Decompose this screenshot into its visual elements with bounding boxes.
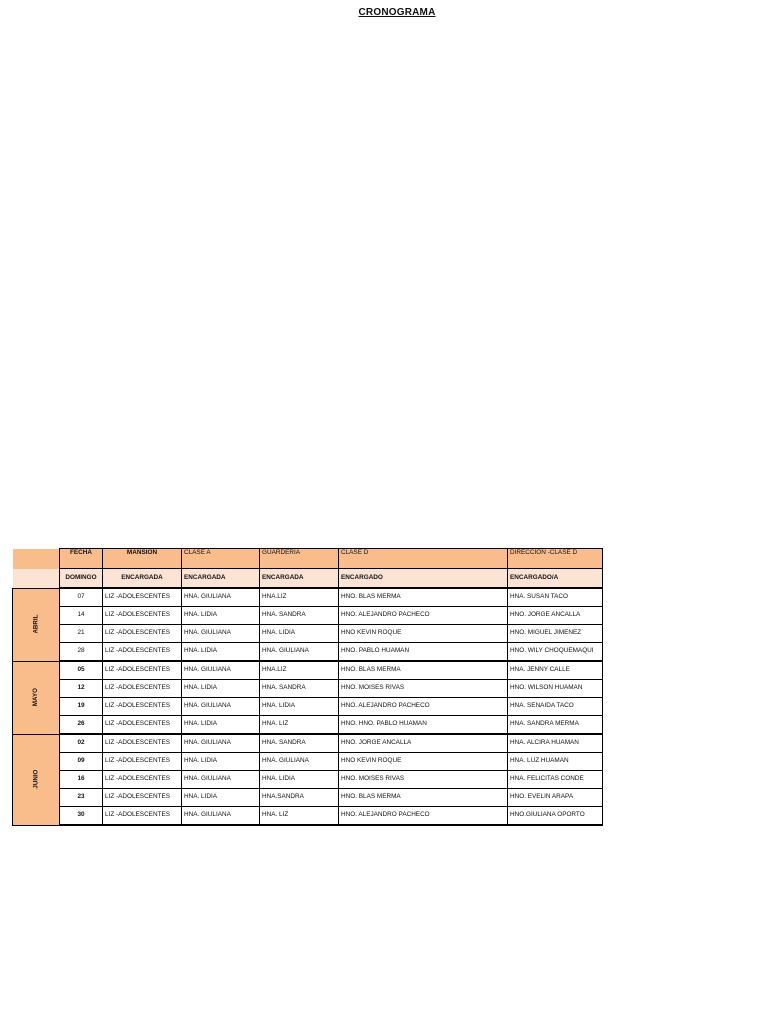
cell-clase-a: HNA. GIULIANA — [182, 698, 260, 716]
cell-direccion: HNA. LUZ HUAMAN — [508, 753, 603, 771]
cell-clase-a: HNA. LIDIA — [182, 789, 260, 807]
table-row — [13, 607, 603, 625]
cell-clase-d: HNO. JORGE ANCALLA — [339, 734, 508, 753]
cell-guarderia: HNA. LIDIA — [260, 625, 339, 643]
month-label-cell — [13, 734, 60, 825]
cell-direccion: HNO. WILSON HUAMAN — [508, 680, 603, 698]
month-label-cell — [13, 661, 60, 734]
cell-mansion: LIZ -ADOLESCENTES — [103, 753, 182, 771]
cell-mansion: LIZ -ADOLESCENTES — [103, 807, 182, 826]
table-row — [13, 716, 603, 735]
cell-mansion: LIZ -ADOLESCENTES — [103, 661, 182, 680]
cell-clase-d: HNO. ALEJANDRO PACHECO — [339, 607, 508, 625]
cell-date: 23 — [60, 789, 103, 807]
cell-mansion: LIZ -ADOLESCENTES — [103, 607, 182, 625]
table-row — [13, 734, 603, 753]
header-encargada-guarderia: ENCARGADA — [260, 569, 339, 589]
cell-clase-a: HNA. GIULIANA — [182, 807, 260, 826]
cell-clase-d: HNO. MOISES RIVAS — [339, 771, 508, 789]
cell-clase-d: HNO. ALEJANDRO PACHECO — [339, 807, 508, 826]
cell-guarderia: HNA. SANDRA — [260, 680, 339, 698]
cell-clase-a: HNA. GIULIANA — [182, 661, 260, 680]
header-encargado-direccion: ENCARGADO/A — [508, 569, 603, 589]
cell-direccion: HNO.GIULIANA OPORTO — [508, 807, 603, 826]
cell-clase-d: HNO KEVIN ROQUE — [339, 753, 508, 771]
cell-mansion: LIZ -ADOLESCENTES — [103, 625, 182, 643]
cell-clase-a: HNA. GIULIANA — [182, 588, 260, 607]
cell-direccion: HNA. SUSAN TACO — [508, 588, 603, 607]
cell-mansion: LIZ -ADOLESCENTES — [103, 643, 182, 662]
cell-mansion: LIZ -ADOLESCENTES — [103, 680, 182, 698]
month-label: ABRIL — [31, 614, 39, 634]
cell-mansion: LIZ -ADOLESCENTES — [103, 716, 182, 735]
cell-guarderia: HNA. LIZ — [260, 716, 339, 735]
cell-mansion: LIZ -ADOLESCENTES — [103, 771, 182, 789]
cell-guarderia: HNA. SANDRA — [260, 734, 339, 753]
cell-mansion: LIZ -ADOLESCENTES — [103, 734, 182, 753]
month-label-cell — [13, 588, 60, 661]
table-row — [13, 680, 603, 698]
cell-guarderia: HNA. GIULIANA — [260, 643, 339, 662]
header-guarderia: GUARDERIA — [260, 549, 339, 569]
cell-direccion: HNO. WILY CHOQUEMAQUI — [508, 643, 603, 662]
cell-date: 14 — [60, 607, 103, 625]
cell-clase-d: HNO. PABLO HUAMAN — [339, 643, 508, 662]
cell-date: 19 — [60, 698, 103, 716]
cell-clase-a: HNA. LIDIA — [182, 753, 260, 771]
month-label: MAYO — [31, 688, 39, 707]
cell-direccion: HNO. MIGUEL JIMENEZ — [508, 625, 603, 643]
cell-clase-a: HNA. GIULIANA — [182, 734, 260, 753]
cell-guarderia: HNA.LIZ — [260, 588, 339, 607]
cell-clase-a: HNA. GIULIANA — [182, 771, 260, 789]
table-row — [13, 643, 603, 662]
header-mansion: MANSION — [103, 549, 182, 569]
cell-date: 05 — [60, 661, 103, 680]
cell-date: 09 — [60, 753, 103, 771]
cell-date: 12 — [60, 680, 103, 698]
schedule-table — [12, 548, 603, 826]
header-clase-a: CLASE A — [182, 549, 260, 569]
cell-guarderia: HNA. LIDIA — [260, 698, 339, 716]
cell-clase-d: HNO. BLAS MERMA — [339, 588, 508, 607]
header-encargado-clase-d: ENCARGADO — [339, 569, 508, 589]
header-direccion: DIRECCION -CLASE D — [508, 549, 603, 569]
cell-direccion: HNA. FELICITAS CONDE — [508, 771, 603, 789]
cell-direccion: HNA. SANDRA MERMA — [508, 716, 603, 735]
table-row — [13, 789, 603, 807]
corner-blank — [13, 569, 60, 589]
cell-direccion: HNO. EVELIN ARAPA — [508, 789, 603, 807]
cell-guarderia: HNA.SANDRA — [260, 789, 339, 807]
header-fecha: FECHA — [60, 549, 103, 569]
document-title: CRONOGRAMA — [358, 7, 436, 18]
cell-clase-d: HNO. BLAS MERMA — [339, 789, 508, 807]
table-row — [13, 625, 603, 643]
cell-direccion: HNA. JENNY CALLE — [508, 661, 603, 680]
cell-date: 02 — [60, 734, 103, 753]
cell-clase-a: HNA. LIDIA — [182, 607, 260, 625]
cell-date: 16 — [60, 771, 103, 789]
table-row — [13, 771, 603, 789]
header-encargada-clase-a: ENCARGADA — [182, 569, 260, 589]
table-row — [13, 807, 603, 826]
cell-date: 07 — [60, 588, 103, 607]
table-row — [13, 753, 603, 771]
header-row-roles — [13, 569, 603, 589]
cell-guarderia: HNA. LIZ — [260, 807, 339, 826]
header-row-titles — [13, 549, 603, 569]
cell-clase-a: HNA. GIULIANA — [182, 625, 260, 643]
cell-clase-a: HNA. LIDIA — [182, 643, 260, 662]
month-label: JUNIO — [31, 769, 39, 789]
cell-guarderia: HNA. SANDRA — [260, 607, 339, 625]
header-clase-d: CLASE D — [339, 549, 508, 569]
cell-direccion: HNA. ALCIRA HUAMAN — [508, 734, 603, 753]
cell-guarderia: HNA.LIZ — [260, 661, 339, 680]
table-row — [13, 588, 603, 607]
cell-date: 21 — [60, 625, 103, 643]
cell-guarderia: HNA. GIULIANA — [260, 753, 339, 771]
cell-guarderia: HNA. LIDIA — [260, 771, 339, 789]
cell-clase-d: HNO. ALEJANDRO PACHECO — [339, 698, 508, 716]
cell-mansion: LIZ -ADOLESCENTES — [103, 698, 182, 716]
cell-date: 26 — [60, 716, 103, 735]
cell-mansion: LIZ -ADOLESCENTES — [103, 789, 182, 807]
cell-clase-a: HNA. LIDIA — [182, 716, 260, 735]
cell-direccion: HNA. SENAIDA TACO — [508, 698, 603, 716]
cell-clase-d: HNO. BLAS MERMA — [339, 661, 508, 680]
cell-direccion: HNO. JORGE ANCALLA — [508, 607, 603, 625]
table-row — [13, 698, 603, 716]
cell-mansion: LIZ -ADOLESCENTES — [103, 588, 182, 607]
corner-blank — [13, 549, 60, 569]
header-encargada-mansion: ENCARGADA — [103, 569, 182, 589]
cell-date: 30 — [60, 807, 103, 826]
cell-date: 28 — [60, 643, 103, 662]
table-row — [13, 661, 603, 680]
cell-clase-d: HNO KEVIN ROQUE — [339, 625, 508, 643]
header-domingo: DOMINGO — [60, 569, 103, 589]
cell-clase-d: HNO. MOISES RIVAS — [339, 680, 508, 698]
cell-clase-d: HNO. HNO. PABLO HUAMAN — [339, 716, 508, 735]
cell-clase-a: HNA. LIDIA — [182, 680, 260, 698]
